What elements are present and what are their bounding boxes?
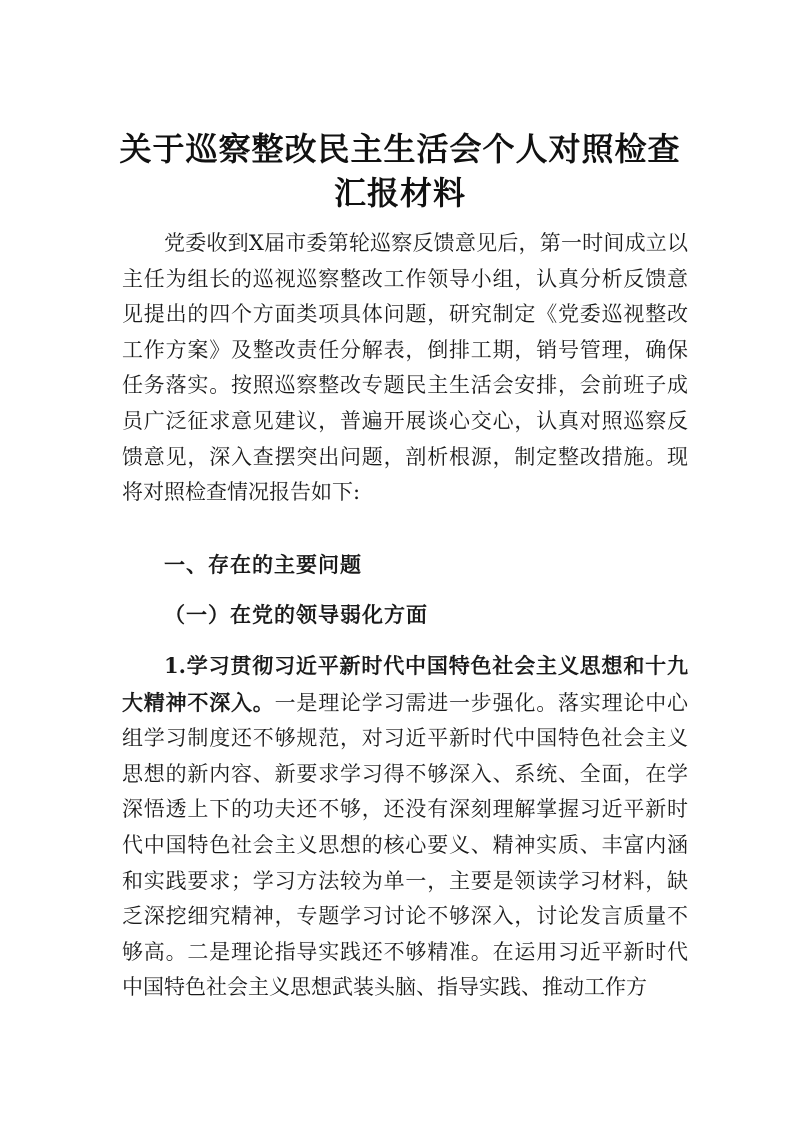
- document-title-line-2: 汇报材料: [333, 174, 466, 212]
- item-1-bold-lead: 1.学习贯彻习近平新时代中国特色社会主义思想和十九大精神不深入。: [122, 653, 688, 715]
- section-heading-main-problems: 一、存在的主要问题: [164, 553, 362, 577]
- item-1-paragraph: [122, 648, 688, 1006]
- item-1-body-text: 一是理论学习需进一步强化。落实理论中心组学习制度还不够规范，对习近平新时代中国特色社会主义思想的新内容、新要求学习得不够深入、系统、全面，在学深悟透上下的功夫还不够，还没有深刻理解掌握习近平新时代中国特色社会主义思想的核心要义、精神实质、丰富内涵和实践要求；学习方法较为单一，主要是领读学习材料，缺乏深挖细究精神，专题学习讨论不够深入，讨论发言质量不够高。二是理论指导实践还不够精准。在运用习近平新时代中国特色社会主义思想武装头脑、指导实践、推动工作方: [122, 690, 689, 1000]
- intro-paragraph: 党委收到X届市委第轮巡察反馈意见后，第一时间成立以主任为组长的巡视巡察整改工作领导小组，认真分析反馈意见提出的四个方面类项具体问题，研究制定《党委巡视整改工作方案》及整改责任分解表，倒排工期，销号管理，确保任务落实。按照巡察整改专题民主生活会安排，会前班子成员广泛征求意见建议，普遍开展谈心交心，认真对照巡察反馈意见，深入查摆突出问题，剖析根源，制定整改措施。现将对照检查情况报告如下:: [122, 231, 688, 505]
- subsection-heading-party-leadership: （一）在党的领导弱化方面: [164, 602, 428, 627]
- document-title-line-1: 关于巡察整改民主生活会个人对照检查: [119, 130, 681, 168]
